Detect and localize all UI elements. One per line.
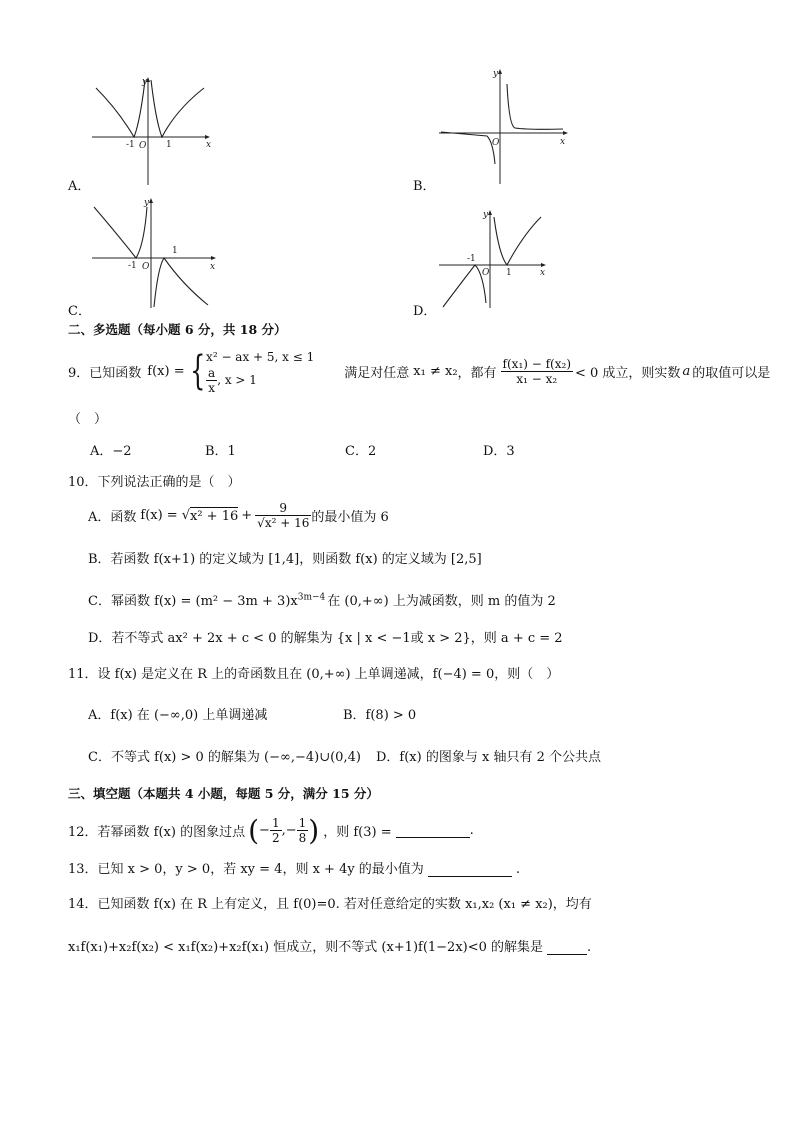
- q10-a-f: f(x) =: [140, 507, 178, 523]
- q11-option-a[interactable]: A．f(x) 在 (−∞,0) 上单调递减: [88, 708, 268, 723]
- graph-a-origin-label: O: [139, 141, 147, 151]
- q10-a-sqrt-sign: √: [181, 507, 190, 523]
- q10-c-post: 在 (0,+∞) 上为减函数，则 m 的值为 2: [327, 594, 556, 609]
- graph-c-neg1-label: -1: [128, 261, 137, 271]
- graph-a-neg1-label: -1: [126, 140, 135, 150]
- graph-a-x-label: x: [206, 140, 212, 150]
- q9-mid2: ，都有: [457, 365, 497, 381]
- q9-cond: x₁ ≠ x₂: [413, 363, 458, 379]
- q12-frac-2-den: 8: [298, 830, 307, 845]
- q10-c-exponent: 3m−4: [297, 592, 326, 603]
- q9-option-a[interactable]: A．−2: [90, 444, 132, 459]
- graph-c-origin-label: O: [142, 262, 150, 272]
- q10-stem: 10．下列说法正确的是（ ）: [68, 475, 241, 490]
- question-14-line-2: [68, 936, 591, 955]
- graph-c-y-label: y: [144, 198, 150, 208]
- q9-tail2: 的取值可以是: [692, 365, 771, 381]
- q9-piece-1: x² − ax + 5, x ≤ 1: [206, 349, 315, 364]
- q11-stem: 11．设 f(x) 是定义在 R 上的奇函数且在 (0,+∞) 上单调递减，f(−4) = 0，则（ ）: [68, 667, 560, 682]
- q12-minus-1: −: [259, 822, 270, 838]
- graph-b-origin-label: O: [492, 138, 500, 148]
- question-12: [68, 810, 474, 850]
- q9-paren: （ ）: [68, 412, 108, 427]
- q9-f: f(x) =: [147, 363, 185, 379]
- q12-frac-1: [270, 816, 282, 845]
- q13-answer-blank[interactable]: [428, 862, 512, 877]
- q9-frac-num: f(x₁) − f(x₂): [502, 356, 571, 371]
- graph-b: [435, 66, 575, 186]
- section-3-title: 三、填空题（本题共 4 小题，每题 5 分，满分 15 分）: [68, 786, 379, 801]
- q13-text: 13．已知 x > 0，y > 0，若 xy = 4，则 x + 4y 的最小值为: [68, 862, 424, 877]
- graph-d-neg1-label: -1: [467, 254, 476, 264]
- graph-b-x-label: x: [560, 137, 566, 147]
- q9-option-d[interactable]: D．3: [483, 444, 515, 459]
- graph-c-x-label: x: [210, 262, 216, 272]
- q10-a-plus: +: [241, 507, 253, 523]
- q12-frac-1-den: 2: [271, 830, 280, 845]
- q9-frac-den: x₁ − x₂: [516, 371, 558, 386]
- graph-d-one-label: 1: [506, 268, 512, 278]
- question-9: [68, 346, 770, 396]
- graph-d-letter: D．: [413, 304, 437, 319]
- graph-a-one-label: 1: [166, 140, 172, 150]
- q14-line-1: 14．已知函数 f(x) 在 R 上有定义，且 f(0)=0. 若对任意给定的实数 x₁,x₂ (x₁ ≠ x₂)，均有: [68, 897, 592, 912]
- q12-answer-blank[interactable]: [396, 823, 470, 838]
- q10-a-pre: A．函数: [88, 509, 137, 525]
- q12-post: ，则 f(3) =: [323, 824, 392, 840]
- q9-piece-2-rest: , x > 1: [217, 372, 257, 387]
- q14-line-2: x₁f(x₁)+x₂f(x₂) < x₁f(x₂)+x₂f(x₁) 恒成立，则不等式 (x+1)f(1−2x)<0 的解集是: [68, 940, 544, 955]
- q12-minus-2: −: [285, 822, 297, 838]
- q12-frac-1-num: 1: [271, 815, 280, 830]
- graph-d-x-label: x: [540, 268, 546, 278]
- q10-a-sqrt: x² + 16: [190, 508, 239, 524]
- q9-option-c[interactable]: C．2: [345, 444, 377, 459]
- graph-c-letter: C．: [68, 304, 91, 319]
- q9-piece-2-num: a: [208, 365, 216, 380]
- q14-answer-blank[interactable]: [547, 940, 587, 955]
- graph-c-one-label: 1: [172, 246, 178, 256]
- q10-option-b[interactable]: B．若函数 f(x+1) 的定义域为 [1,4]，则函数 f(x) 的定义域为 [2,5]: [88, 552, 482, 567]
- q9-piece-2: [206, 366, 314, 395]
- graph-a-letter: A．: [68, 179, 91, 194]
- q12-pre: 12．若幂函数 f(x) 的图象过点: [68, 824, 246, 840]
- q14-end: .: [587, 940, 592, 955]
- q12-frac-2: [297, 816, 309, 845]
- q9-a: a: [682, 363, 691, 379]
- graph-d: [435, 205, 555, 310]
- graph-d-origin-label: O: [482, 268, 490, 278]
- section-2-title: 二、多选题（每小题 6 分，共 18 分）: [68, 322, 287, 337]
- q13-end: .: [515, 862, 520, 877]
- question-13: [68, 858, 520, 877]
- q9-pieces: [206, 348, 314, 395]
- q10-option-c[interactable]: [88, 590, 556, 609]
- q11-option-d[interactable]: D．f(x) 的图象与 x 轴只有 2 个公共点: [376, 750, 601, 765]
- q9-mid: 满足对任意: [344, 365, 410, 381]
- graph-c: [88, 195, 223, 310]
- q12-lparen: (: [248, 813, 260, 847]
- graph-a-y-label: y: [142, 77, 148, 87]
- q9-piece-2-frac: [206, 366, 217, 395]
- q10-option-a[interactable]: [88, 494, 389, 536]
- q12-frac-2-num: 1: [298, 815, 307, 830]
- q9-piece-2-den: x: [208, 380, 216, 395]
- q10-c-pre: C．幂函数 f(x) = (m² − 3m + 3)x: [88, 594, 298, 609]
- graph-d-y-label: y: [483, 210, 489, 220]
- q9-brace: {: [189, 348, 205, 394]
- q10-option-d[interactable]: D．若不等式 ax² + 2x + c < 0 的解集为 {x | x < −1或 x > 2}，则 a + c = 2: [88, 631, 563, 646]
- graph-b-letter: B．: [413, 179, 436, 194]
- q12-end: .: [469, 822, 474, 838]
- q9-option-b[interactable]: B．1: [205, 444, 236, 459]
- q9-frac: [501, 357, 573, 386]
- q10-a-post: 的最小值为 6: [311, 509, 389, 525]
- graph-b-y-label: y: [493, 69, 499, 79]
- q10-a-frac-num: 9: [255, 501, 311, 516]
- q10-a-frac-den: √x² + 16: [257, 515, 310, 530]
- q11-option-b[interactable]: B．f(8) > 0: [343, 708, 417, 723]
- q12-comma: ,: [281, 822, 286, 838]
- graph-a: [88, 72, 218, 187]
- q10-a-frac: [255, 501, 311, 530]
- q9-number: 9．已知函数: [68, 365, 142, 381]
- q9-tail: < 0 成立，则实数: [575, 365, 681, 381]
- q11-option-c[interactable]: C．不等式 f(x) > 0 的解集为 (−∞,−4)∪(0,4): [88, 750, 361, 765]
- q12-rparen: ): [308, 813, 320, 847]
